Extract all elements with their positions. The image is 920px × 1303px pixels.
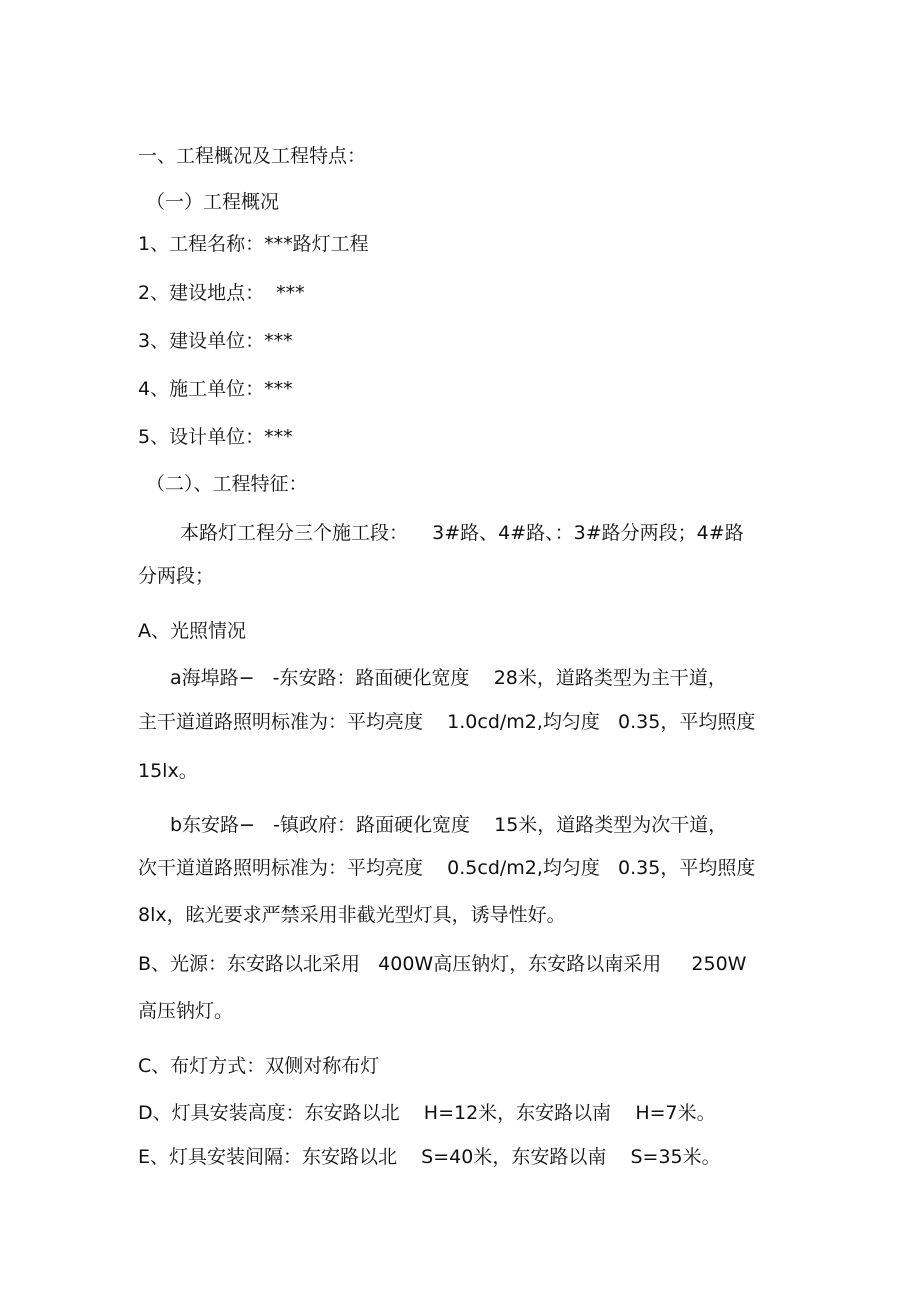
paragraph-line: 高压钠灯。 [138,1000,234,1022]
subsection-heading-overview: （一）工程概况 [146,191,280,213]
item-mounting-spacing: E、灯具安装间隔：东安路以北 S=40米，东安路以南 S=35米。 [138,1146,721,1168]
construction-site: 2、建设地点： *** [138,282,305,304]
construction-unit: 3、建设单位：*** [138,330,293,352]
project-name: 1、工程名称：***路灯工程 [138,233,369,255]
paragraph-line: 8lx，眩光要求严禁采用非截光型灯具，诱导性好。 [138,904,566,926]
paragraph-line: 15lx。 [138,760,198,782]
item-heading-lighting: A、光照情况 [138,620,246,642]
item-lamp-layout: C、布灯方式：双侧对称布灯 [138,1055,380,1077]
paragraph-line: 次干道道路照明标准为：平均亮度 0.5cd/m2,均匀度 0.35，平均照度 [138,857,756,879]
item-light-source: B、光源：东安路以北采用 400W高压钠灯，东安路以南采用 250W [138,953,747,975]
paragraph-line: b东安路− -镇政府：路面硬化宽度 15米，道路类型为次干道， [170,814,728,836]
subsection-heading-features: （二）、工程特征： [146,473,308,495]
paragraph-line: a海埠路− -东安路：路面硬化宽度 28米，道路类型为主干道， [170,667,727,689]
section-heading: 一、工程概况及工程特点： [138,145,367,167]
paragraph-line: 本路灯工程分三个施工段： 3#路、4#路、：3#路分两段；4#路 [180,522,744,544]
design-unit: 5、设计单位：*** [138,426,293,448]
paragraph-line: 主干道道路照明标准为：平均亮度 1.0cd/m2,均匀度 0.35，平均照度 [138,711,756,733]
paragraph-line: 分两段； [138,565,215,587]
builder-unit: 4、施工单位：*** [138,378,293,400]
item-mounting-height: D、灯具安装高度：东安路以北 H=12米，东安路以南 H=7米。 [138,1102,716,1124]
